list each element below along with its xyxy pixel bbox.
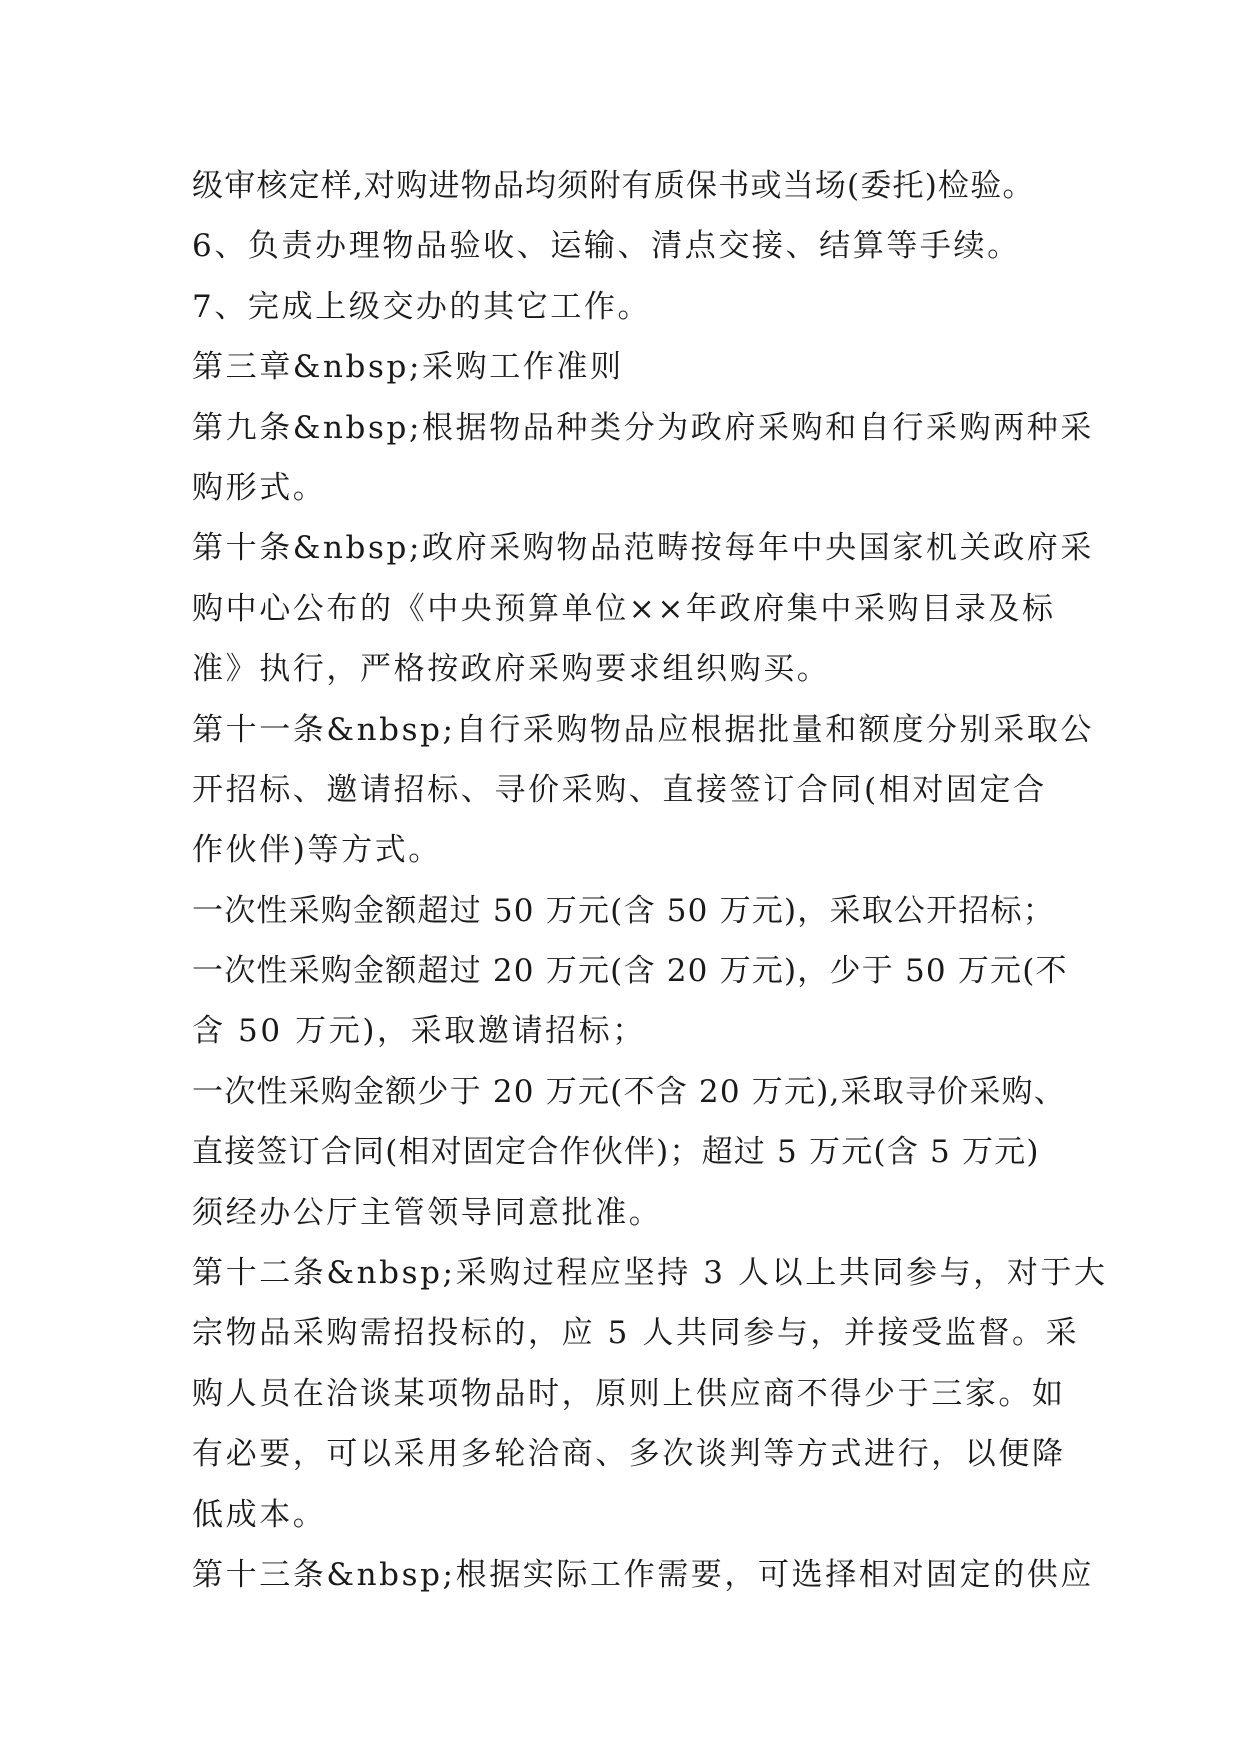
text-line: 7、完成上级交办的其它工作。 — [192, 288, 652, 325]
document-body — [192, 156, 1108, 1605]
text-line: 准》执行，严格按政府采购要求组织购买。 — [192, 651, 831, 688]
text-line: 低成本。 — [192, 1496, 327, 1533]
text-line: 级审核定样,对购进物品均须附有质保书或当场(委托)检验。 — [192, 168, 1035, 204]
text-line: 含 50 万元)，采取邀请招标； — [192, 1013, 646, 1050]
text-line: 一次性采购金额超过 50 万元(含 50 万元)，采取公开招标； — [192, 892, 1055, 929]
text-line: 第十二条&nbsp;采购过程应坚持 3 人以上共同参与，对于大 — [192, 1255, 1108, 1292]
text-line: 一次性采购金额超过 20 万元(含 20 万元)，少于 50 万元(不 — [192, 953, 1068, 990]
chapter-heading: 第三章&nbsp;采购工作准则 — [192, 349, 624, 386]
text-line: 6、负责办理物品验收、运输、清点交接、结算等手续。 — [192, 228, 1021, 265]
text-line: 第九条&nbsp;根据物品种类分为政府采购和自行采购两种采 — [192, 409, 1094, 446]
text-line: 有必要，可以采用多轮洽商、多次谈判等方式进行，以便降 — [192, 1436, 1066, 1473]
text-line: 一次性采购金额少于 20 万元(不含 20 万元),采取寻价采购、 — [192, 1073, 1066, 1110]
text-line: 作伙伴)等方式。 — [192, 832, 442, 869]
text-line: 须经办公厅主管领导同意批准。 — [192, 1194, 663, 1231]
text-line: 开招标、邀请招标、寻价采购、直接签订合同(相对固定合 — [192, 771, 1047, 808]
text-line: 购中心公布的《中央预算单位××年政府集中采购目录及标 — [192, 590, 1056, 627]
text-line: 第十一条&nbsp;自行采购物品应根据批量和额度分别采取公 — [192, 711, 1094, 748]
text-line: 第十三条&nbsp;根据实际工作需要，可选择相对固定的供应 — [192, 1556, 1094, 1593]
text-line: 购人员在洽谈某项物品时，原则上供应商不得少于三家。如 — [192, 1375, 1066, 1412]
text-line: 直接签订合同(相对固定合作伙伴)；超过 5 万元(含 5 万元) — [192, 1134, 1040, 1171]
text-line: 宗物品采购需招投标的，应 5 人共同参与，并接受监督。采 — [192, 1315, 1080, 1352]
text-line: 购形式。 — [192, 469, 327, 506]
text-line: 第十条&nbsp;政府采购物品范畴按每年中央国家机关政府采 — [192, 530, 1094, 567]
